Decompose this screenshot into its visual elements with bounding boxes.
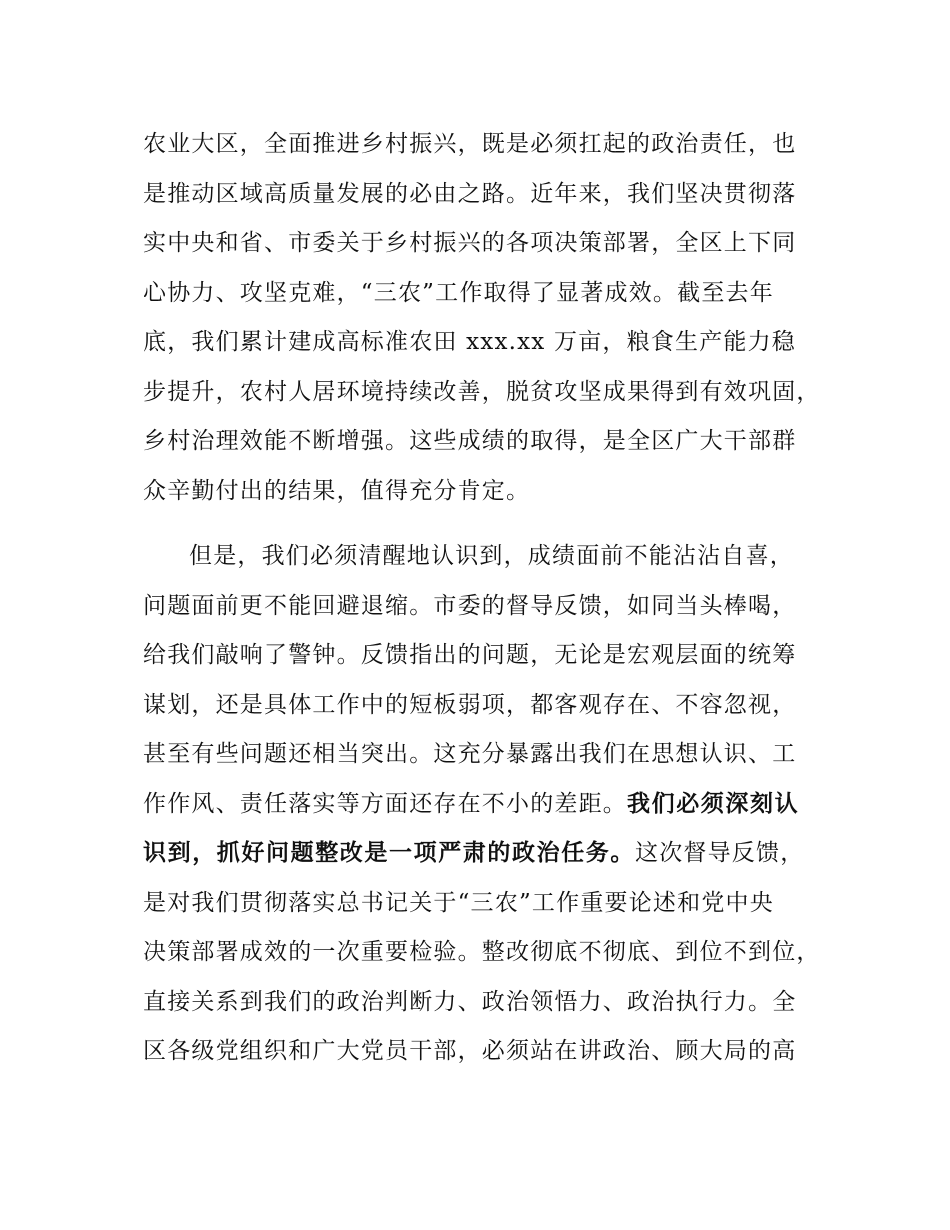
paragraph-line: 给我们敲响了警钟。反馈指出的问题，无论是宏观层面的统筹 <box>143 642 797 668</box>
paragraph-line: 区各级党组织和广大党员干部，必须站在讲政治、顾大局的高 <box>143 1038 797 1064</box>
paragraph-line: 决策部署成效的一次重要检验。整改彻底不彻底、到位不到位， <box>143 939 821 965</box>
normal-text: 作作风、责任落实等方面还存在不小的差距。 <box>143 790 627 817</box>
paragraph-line: 乡村治理效能不断增强。这些成绩的取得，是全区广大干部群 <box>143 428 797 454</box>
paragraph-line: 甚至有些问题还相当突出。这充分暴露出我们在思想认识、工 <box>143 741 797 767</box>
paragraph-line: 是推动区域高质量发展的必由之路。近年来，我们坚决贯彻落 <box>143 180 797 207</box>
paragraph-2 <box>143 532 833 1077</box>
normal-text: 这次督导反馈， <box>635 840 805 866</box>
paragraph-line: 问题面前更不能回避退缩。市委的督导反馈，如同当头棒喝， <box>143 592 797 619</box>
bold-emphasis-text: 识到，抓好问题整改是一项严肃的政治任务。 <box>143 840 635 866</box>
paragraph-line: 实中央和省、市委关于乡村振兴的各项决策部署，全区上下同 <box>143 230 797 256</box>
paragraph-line: 底，我们累计建成高标准农田 xxx.xx 万亩，粮食生产能力稳 <box>143 329 796 355</box>
paragraph-line: 步提升，农村人居环境持续改善，脱贫攻坚成果得到有效巩固， <box>143 378 821 405</box>
paragraph-line-mixed <box>143 829 833 879</box>
paragraph-line: 直接关系到我们的政治判断力、政治领悟力、政治执行力。全 <box>143 988 797 1015</box>
paragraph-line: 心协力、攻坚克难，“三农”工作取得了显著成效。截至去年 <box>143 279 774 306</box>
paragraph-line: 众辛勤付出的结果，值得充分肯定。 <box>143 477 531 504</box>
bold-emphasis-text: 我们必须深刻认 <box>627 790 800 817</box>
paragraph-line: 谋划，还是具体工作中的短板弱项，都客观存在、不容忽视， <box>143 691 797 718</box>
paragraph-1 <box>143 120 833 516</box>
paragraph-line: 是对我们贯彻落实总书记关于“三农”工作重要论述和党中央 <box>143 889 774 916</box>
paragraph-line: 农业大区，全面推进乡村振兴，既是必须扛起的政治责任，也 <box>143 131 797 157</box>
paragraph-line-mixed <box>143 780 833 830</box>
paragraph-line: 但是，我们必须清醒地认识到，成绩面前不能沾沾自喜， <box>189 543 794 569</box>
